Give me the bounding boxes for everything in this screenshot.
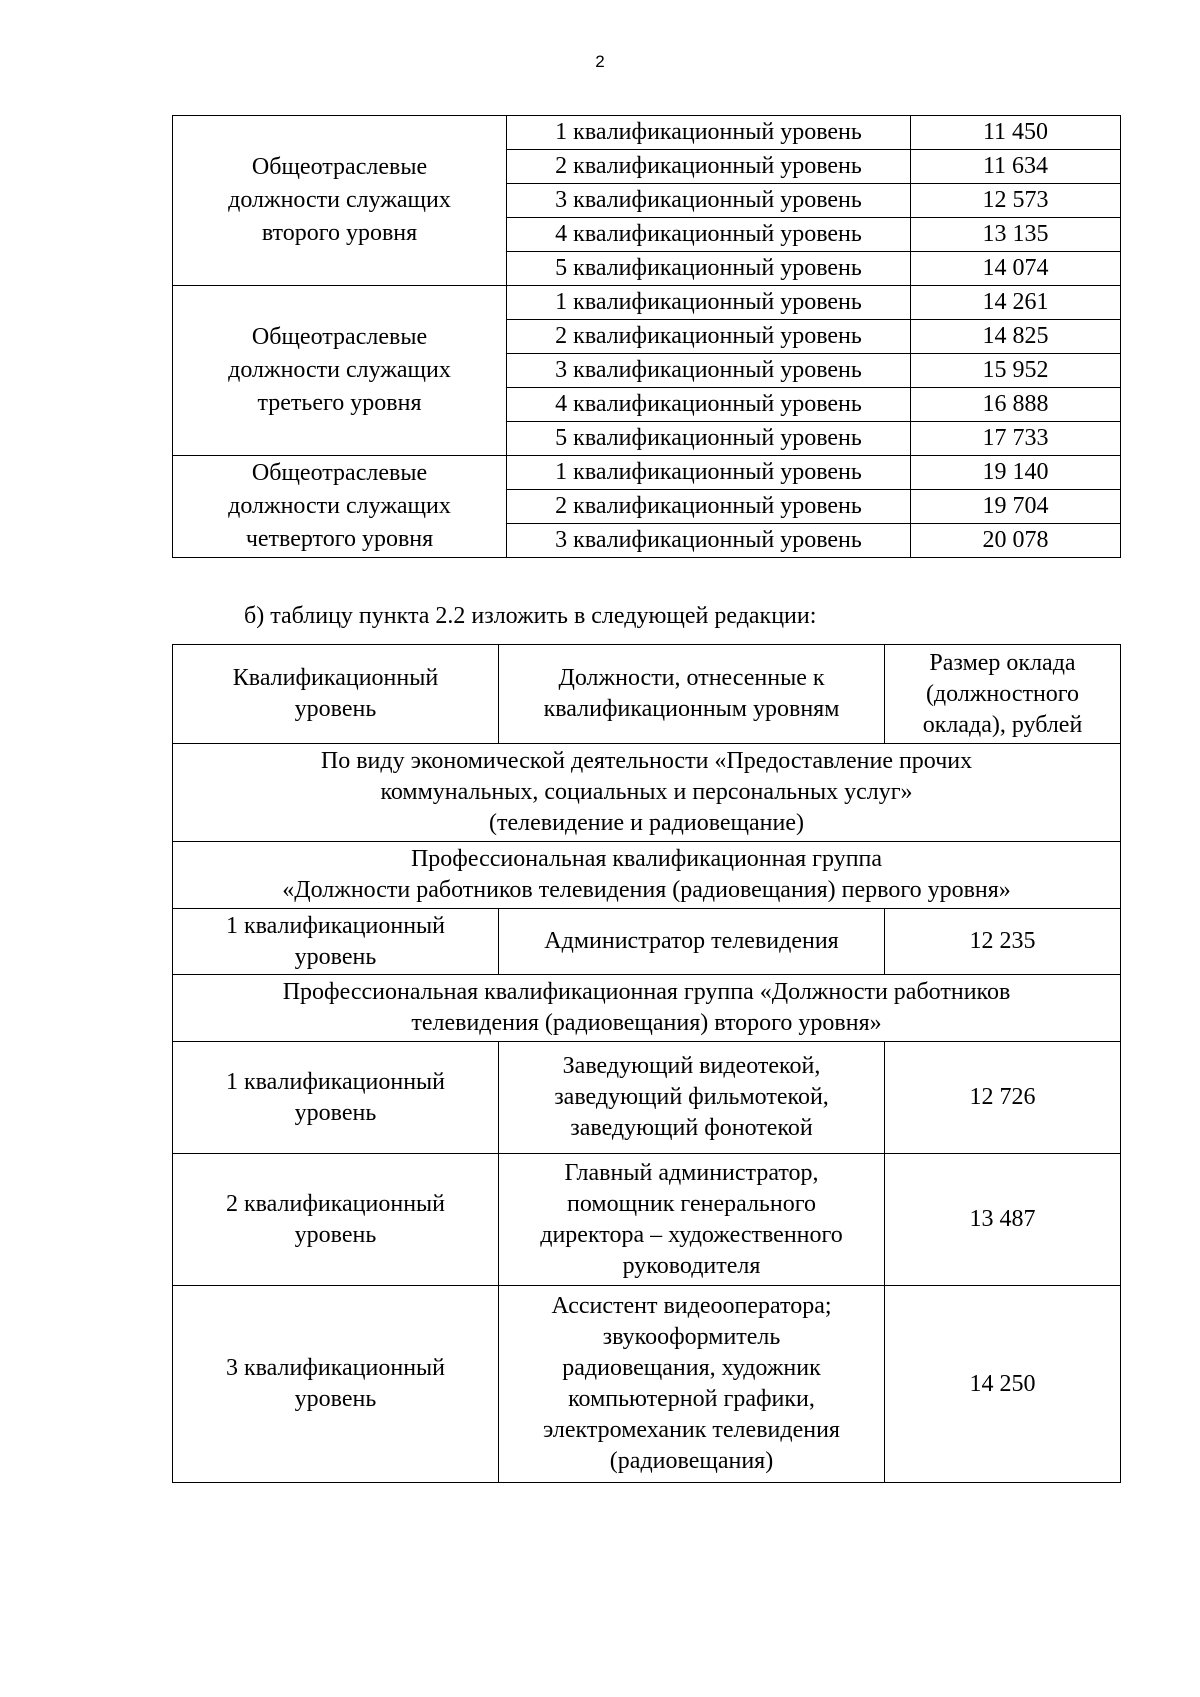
salary-cell: 14 825 [911,320,1121,354]
level-cell: 3 квалификационный уровень [507,354,911,388]
level-cell: 1 квалификационный уровень [507,286,911,320]
page-number: 2 [595,52,605,71]
level-cell: 4 квалификационный уровень [507,388,911,422]
salary-cell: 11 450 [911,116,1121,150]
table-row [173,909,1121,975]
activity-row [173,744,1121,842]
table-row [173,116,1121,150]
level-cell: 2 квалификационный уровень [507,150,911,184]
positions-cell: Заведующий видеотекой, заведующий фильмотекой, заведующий фонотекой [499,1042,885,1154]
table-row [173,286,1121,320]
level-cell: 1 квалификационный уровень [173,1042,499,1154]
salary-cell: 14 074 [911,252,1121,286]
group-title-row [173,842,1121,909]
table-row [173,1042,1121,1154]
level-cell: 1 квалификационный уровень [507,456,911,490]
positions-cell: Главный администратор, помощник генерального директора – художественного руководителя [499,1154,885,1286]
group-title-row [173,975,1121,1042]
activity-title: По виду экономической деятельности «Предоставление прочих коммунальных, социальных и персональных услуг» (телевидение и радиовещание) [173,744,1121,842]
level-cell: 2 квалификационный уровень [507,320,911,354]
salary-table-general [172,115,1121,558]
salary-cell: 19 704 [911,490,1121,524]
group-name: Общеотраслевые должности служащих второго уровня [173,116,507,286]
header-salary: Размер оклада (должностного оклада), рублей [885,645,1121,744]
salary-cell: 12 235 [885,909,1121,975]
table-row [173,1154,1121,1286]
group-name: Общеотраслевые должности служащих четвертого уровня [173,456,507,558]
salary-cell: 13 135 [911,218,1121,252]
group-name: Общеотраслевые должности служащих третьего уровня [173,286,507,456]
level-cell: 2 квалификационный уровень [507,490,911,524]
salary-cell: 12 726 [885,1042,1121,1154]
salary-cell: 13 487 [885,1154,1121,1286]
salary-cell: 20 078 [911,524,1121,558]
salary-cell: 19 140 [911,456,1121,490]
level-cell: 3 квалификационный уровень [507,524,911,558]
salary-table-tv-radio [172,644,1121,1483]
level-cell: 2 квалификационный уровень [173,1154,499,1286]
level-cell: 5 квалификационный уровень [507,252,911,286]
level-cell: 4 квалификационный уровень [507,218,911,252]
group2-title: Профессиональная квалификационная группа «Должности работников телевидения (радиовещания) второго уровня» [173,975,1121,1042]
salary-cell: 17 733 [911,422,1121,456]
salary-cell: 11 634 [911,150,1121,184]
header-positions: Должности, отнесенные к квалификационным уровням [499,645,885,744]
table-row [173,1286,1121,1483]
header-level: Квалификационный уровень [173,645,499,744]
level-cell: 3 квалификационный уровень [173,1286,499,1483]
level-cell: 1 квалификационный уровень [507,116,911,150]
level-cell: 3 квалификационный уровень [507,184,911,218]
level-cell: 1 квалификационный уровень [173,909,499,975]
group1-title: Профессиональная квалификационная группа «Должности работников телевидения (радиовещания) первого уровня» [173,842,1121,909]
positions-cell: Администратор телевидения [499,909,885,975]
positions-cell: Ассистент видеооператора; звукооформитель радиовещания, художник компьютерной графики, электромеханик телевидения (радиовещания) [499,1286,885,1483]
salary-cell: 16 888 [911,388,1121,422]
salary-cell: 14 250 [885,1286,1121,1483]
table-row [173,456,1121,490]
salary-cell: 14 261 [911,286,1121,320]
salary-cell: 12 573 [911,184,1121,218]
level-cell: 5 квалификационный уровень [507,422,911,456]
header-row [173,645,1121,744]
salary-cell: 15 952 [911,354,1121,388]
intro-paragraph: б) таблицу пункта 2.2 изложить в следующей редакции: [244,603,817,629]
